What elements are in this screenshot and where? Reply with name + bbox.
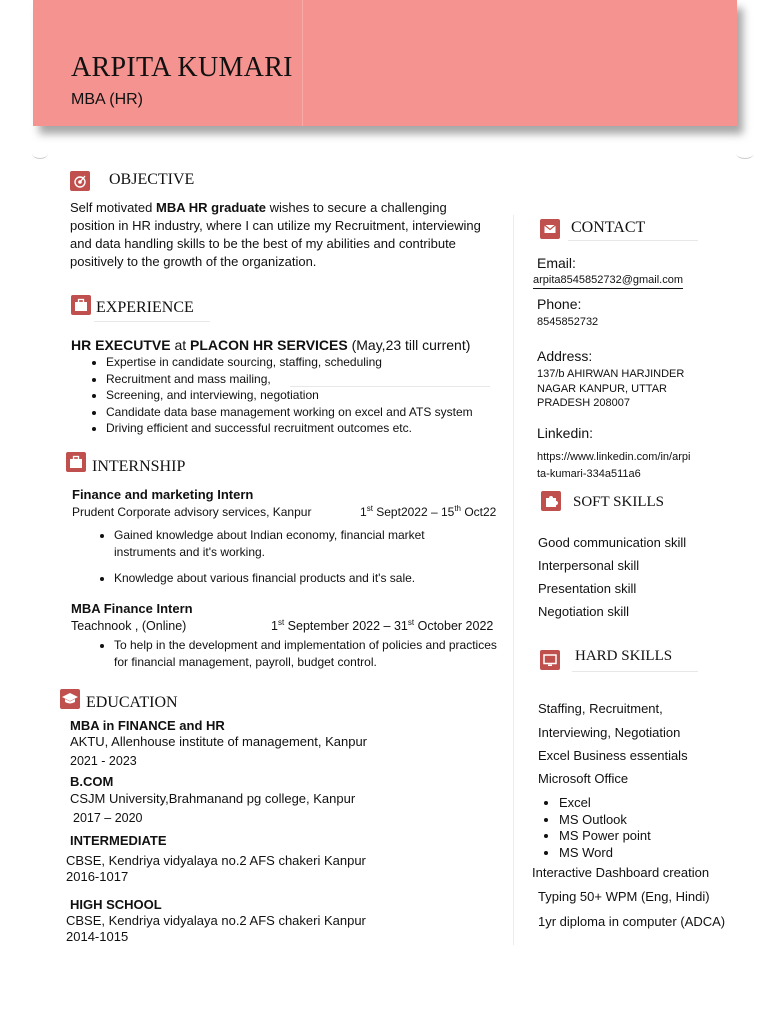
experience-company: PLACON HR SERVICES (190, 337, 348, 353)
experience-title: EXPERIENCE (96, 299, 194, 316)
internship-org: Teachnook , (Online) (71, 619, 187, 633)
date-part: 1 (271, 619, 278, 633)
address-line: NAGAR KANPUR, UTTAR (537, 383, 667, 395)
monitor-icon (540, 650, 560, 670)
linkedin-label: Linkedin: (537, 425, 594, 441)
list-item: • Recruitment and mass mailing, (106, 371, 526, 388)
experience-underline (94, 321, 210, 322)
address-line: PRADESH 208007 (537, 397, 630, 409)
education-degree: B.COM (70, 774, 114, 789)
linkedin-link[interactable]: https://www.linkedin.com/in/arpi (537, 451, 691, 463)
list-item: • Gained knowledge about Indian economy, financial market instruments and it's working. (114, 527, 484, 560)
education-degree: INTERMEDIATE (70, 833, 167, 848)
hard-skill-item: Typing 50+ WPM (Eng, Hindi) (538, 889, 710, 904)
internship-dates (271, 618, 493, 635)
education-degree: MBA in FINANCE and HR (70, 718, 225, 733)
objective-text-pre: Self motivated (70, 200, 156, 215)
list-item: • MS Word (559, 845, 739, 862)
list-item: • Driving efficient and successful recruitment outcomes etc. (106, 420, 526, 437)
envelope-icon (540, 219, 560, 239)
list-item: • Expertise in candidate sourcing, staffing, scheduling (106, 354, 526, 371)
soft-skill-item: Interpersonal skill (538, 558, 640, 573)
hard-skill-item: Excel Business essentials (538, 748, 688, 763)
list-item: • MS Power point (559, 828, 739, 845)
hard-skill-item: Staffing, Recruitment, (538, 701, 663, 716)
date-part: September 2022 – 31 (284, 619, 408, 633)
internship-bullets (96, 527, 484, 587)
date-sup: th (454, 504, 461, 513)
graduation-cap-icon (60, 689, 80, 709)
objective-text (70, 199, 490, 271)
briefcase-icon (66, 452, 86, 472)
soft-skill-item: Presentation skill (538, 581, 637, 596)
objective-title: OBJECTIVE (109, 171, 195, 188)
experience-role: HR EXECUTVE (71, 337, 171, 353)
hard-skills-underline (572, 671, 698, 672)
internship-org: Prudent Corporate advisory services, Kanpur (72, 505, 312, 519)
internship-role: MBA Finance Intern (71, 601, 193, 616)
education-institute: CBSE, Kendriya vidyalaya no.2 AFS chakeri Kanpur (66, 913, 366, 928)
date-sup: st (366, 504, 373, 513)
date-sup: st (407, 617, 415, 627)
education-institute: CBSE, Kendriya vidyalaya no.2 AFS chakeri Kanpur (66, 853, 366, 868)
hard-skill-item: Interviewing, Negotiation (538, 725, 681, 740)
objective-text-post: wishes to secure a challenging position in HR industry, where I can utilize my Recruitment, interviewing and data handling skills to be the best of my abilities and contribute positively to the growth of the organization. (70, 200, 481, 269)
candidate-degree: MBA (HR) (71, 91, 143, 108)
column-divider (513, 215, 514, 945)
page-curl-left (32, 148, 48, 159)
experience-role-line (71, 337, 470, 354)
date-part: 1 (360, 505, 367, 519)
list-item: • MS Outlook (559, 812, 739, 829)
email-label: Email: (537, 255, 576, 271)
target-icon (70, 171, 90, 191)
education-years: 2017 – 2020 (73, 811, 143, 825)
address-label: Address: (537, 348, 593, 364)
hard-skills-bullets (541, 795, 739, 861)
address-line: 137/b AHIRWAN HARJINDER (537, 368, 685, 380)
experience-at: at (170, 337, 191, 353)
education-degree: HIGH SCHOOL (70, 897, 162, 912)
page-curl-right (736, 148, 754, 159)
experience-divider (290, 386, 490, 387)
phone-value: 8545852732 (537, 316, 599, 328)
list-item: • Candidate data base management working on excel and ATS system (106, 404, 526, 421)
linkedin-link[interactable]: ta-kumari-334a511a6 (537, 468, 641, 480)
date-sup: st (277, 617, 285, 627)
contact-underline (568, 240, 698, 241)
list-item: • To help in the development and implementation of policies and practices for financial management, payroll, budget control. (114, 637, 504, 670)
hard-skill-item: 1yr diploma in computer (ADCA) (538, 914, 726, 929)
internship-dates (360, 504, 496, 521)
internship-title: INTERNSHIP (92, 458, 186, 475)
internship-role: Finance and marketing Intern (72, 487, 254, 502)
email-link[interactable]: arpita8545852732@gmail.com (533, 273, 683, 289)
date-part: October 2022 (414, 619, 494, 633)
soft-skill-item: Negotiation skill (538, 604, 630, 619)
candidate-name: ARPITA KUMARI (71, 52, 293, 83)
briefcase-icon (71, 295, 91, 315)
soft-skills-title: SOFT SKILLS (573, 494, 664, 510)
hard-skills-title: HARD SKILLS (575, 648, 673, 664)
experience-bullets (88, 354, 526, 437)
list-item: • Excel (559, 795, 739, 812)
header-fold (302, 0, 303, 126)
education-title: EDUCATION (86, 694, 178, 711)
phone-label: Phone: (537, 296, 582, 312)
header-banner (33, 0, 737, 126)
puzzle-icon (541, 491, 561, 511)
education-institute: AKTU, Allenhouse institute of management, Kanpur (70, 734, 368, 749)
education-years: 2021 - 2023 (70, 754, 137, 768)
date-part: Oct22 (461, 505, 497, 519)
contact-title: CONTACT (571, 219, 646, 236)
objective-text-bold: MBA HR graduate (156, 200, 267, 215)
education-institute: CSJM University,Brahmanand pg college, Kanpur (70, 791, 356, 806)
list-item: • Knowledge about various financial products and it's sale. (114, 570, 484, 587)
internship-bullets (96, 637, 504, 670)
experience-period: (May,23 till current) (347, 337, 471, 353)
education-years: 2014-1015 (66, 929, 129, 944)
hard-skill-item: Microsoft Office (538, 771, 629, 786)
hard-skill-item: Interactive Dashboard creation (532, 865, 710, 880)
soft-skill-item: Good communication skill (538, 535, 687, 550)
date-part: Sept2022 – 15 (372, 505, 455, 519)
list-item: • Screening, and interviewing, negotiation (106, 387, 526, 404)
education-years: 2016-1017 (66, 869, 129, 884)
